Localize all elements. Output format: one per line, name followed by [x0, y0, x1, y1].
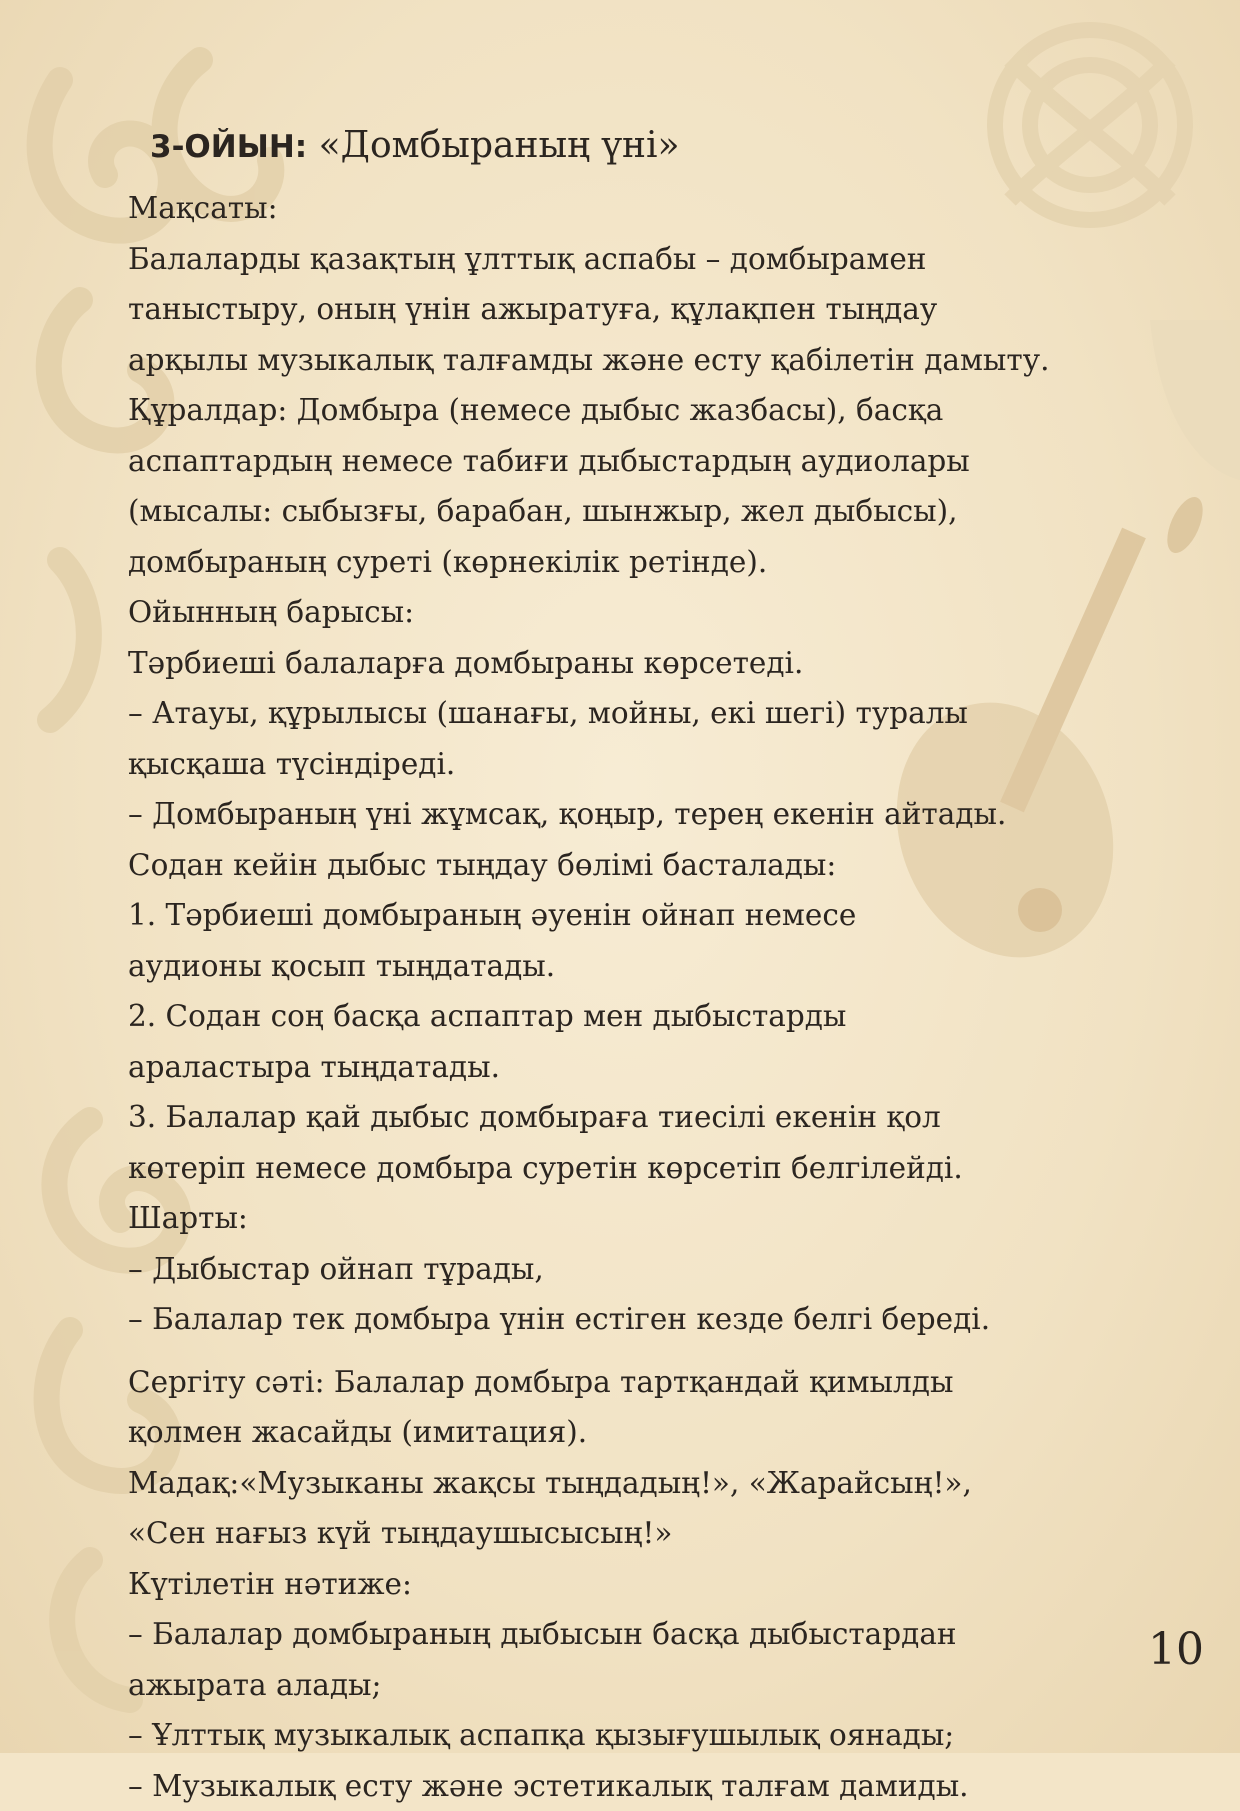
text-line: «Сен нағыз күй тыңдаушысысың!» [128, 1508, 1178, 1559]
game-title [150, 118, 1150, 175]
text-line: таныстыру, оның үнін ажыратуға, құлақпен тыңдау [128, 284, 1178, 335]
text-line: аудионы қосып тыңдатады. [128, 941, 1178, 992]
game-description [128, 183, 1178, 1811]
text-line: (мысалы: сыбызғы, барабан, шынжыр, жел дыбысы), [128, 486, 1178, 537]
text-line: көтеріп немесе домбыра суретін көрсетіп белгілейді. [128, 1143, 1178, 1194]
text-line: 3. Балалар қай дыбыс домбыраға тиесілі екенін қол [128, 1092, 1178, 1143]
game-name: «Домбыраның үні» [319, 125, 680, 166]
text-line: ажырата алады; [128, 1660, 1178, 1711]
text-line: Тәрбиеші балаларға домбыраны көрсетеді. [128, 638, 1178, 689]
text-line: домбыраның суреті (көрнекілік ретінде). [128, 537, 1178, 588]
text-line: арқылы музыкалық талғамды және есту қабілетін дамыту. [128, 335, 1178, 386]
text-line: Шарты: [128, 1193, 1178, 1244]
text-line: Сергіту сәті: Балалар домбыра тартқандай қимылды [128, 1357, 1178, 1408]
text-line: Содан кейін дыбыс тыңдау бөлімі басталады: [128, 840, 1178, 891]
text-line: Мақсаты: [128, 183, 1178, 234]
paragraph-gap [128, 1345, 1178, 1357]
text-line: аспаптардың немесе табиғи дыбыстардың аудиолары [128, 436, 1178, 487]
game-number-label: 3-ОЙЫН: [150, 129, 307, 165]
text-line: Балаларды қазақтың ұлттық аспабы – домбырамен [128, 234, 1178, 285]
text-line: Мадақ:«Музыканы жақсы тыңдадың!», «Жарайсың!», [128, 1458, 1178, 1509]
text-line: – Музыкалық есту және эстетикалық талғам дамиды. [128, 1761, 1178, 1811]
text-line: Құралдар: Домбыра (немесе дыбыс жазбасы), басқа [128, 385, 1178, 436]
text-line: Күтілетін нәтиже: [128, 1559, 1178, 1610]
text-line: 1. Тәрбиеші домбыраның әуенін ойнап немесе [128, 890, 1178, 941]
text-line: – Балалар тек домбыра үнін естіген кезде белгі береді. [128, 1294, 1178, 1345]
text-line: араластыра тыңдатады. [128, 1042, 1178, 1093]
text-line: – Дыбыстар ойнап тұрады, [128, 1244, 1178, 1295]
text-line: қолмен жасайды (имитация). [128, 1407, 1178, 1458]
text-line: 2. Содан соң басқа аспаптар мен дыбыстарды [128, 991, 1178, 1042]
page-number: 10 [1148, 1622, 1204, 1678]
text-line: – Ұлттық музыкалық аспапқа қызығушылық оянады; [128, 1710, 1178, 1761]
text-line: Ойынның барысы: [128, 587, 1178, 638]
text-line: – Домбыраның үні жұмсақ, қоңыр, терең екенін айтады. [128, 789, 1178, 840]
text-line: қысқаша түсіндіреді. [128, 739, 1178, 790]
text-line: – Балалар домбыраның дыбысын басқа дыбыстардан [128, 1609, 1178, 1660]
text-line: – Атауы, құрылысы (шанағы, мойны, екі шегі) туралы [128, 688, 1178, 739]
